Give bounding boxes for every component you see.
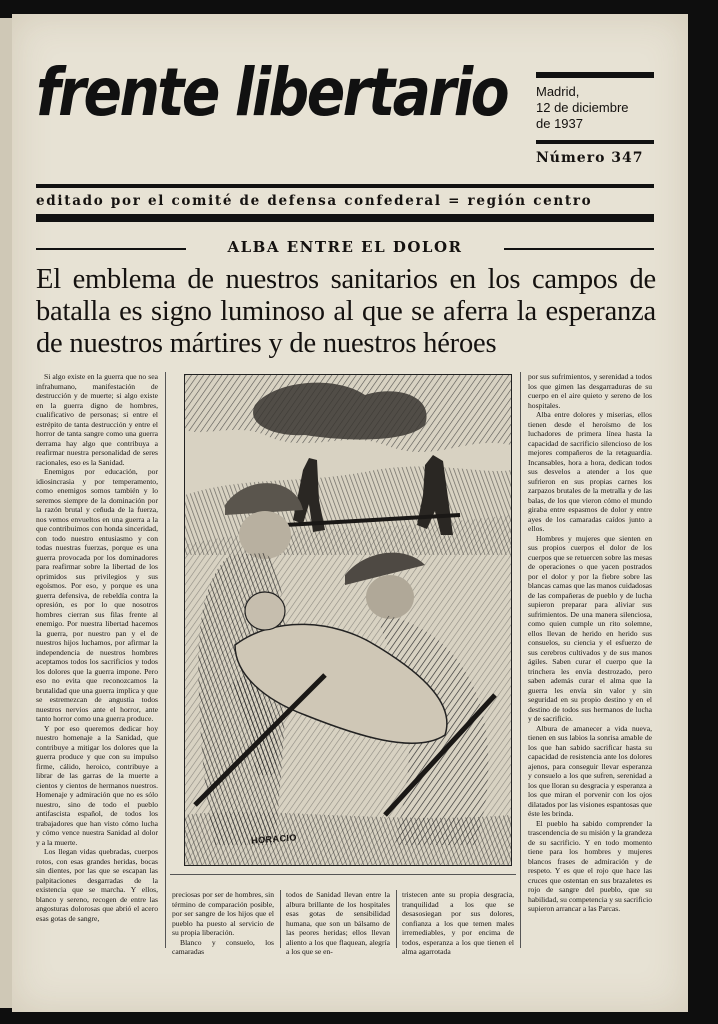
article-column-2 [172, 890, 274, 956]
date-day: 12 de diciembre [536, 100, 629, 115]
paragraph: todos de Sanidad llevan entre la albura brillante de los hospitales esas gotas de sensibilidad humana, que son un bálsamo de las peores heridas; ellos llevan aliento a los que flaquean, alegría a los que se en- [286, 890, 390, 956]
column-rule [280, 890, 281, 948]
kicker-text: ALBA ENTRE EL DOLOR [219, 238, 470, 256]
column-rule [396, 890, 397, 948]
paragraph: Enemigos por educación, por idiosincrasia y por temperamento, como enemigos somos también y lo seremos siempre de la dominación por la razón brutal y ceñuda de la fuerza, nos vemos envueltos en una guerra a la que contribuimos con honda sinceridad, con todo nuestro entusiasmo y con todas nuestras fuerzas, porque es una guerra provocada por los dominadores para reafirmar sobre la libertad de los oprimidos sus privilegios y sus egoísmos. Por eso, y porque es una guerra defensiva, de rebeldía contra la opresión, es por lo que nosotros hombres cierran sus filas frente al enemigo. Por nuestra libertad hacemos la guerra, por nuestro pan y el de nuestros hijos luchamos, por afirmar la independencia de nuestros hombres aceptamos todos los sacrificios y todos los dolores que la guerra impone. Pero eso no evita que reconozcamos la brutalidad que una guerra implica y que se estremezcan de angustia todos nuestros nervios ante el horror, ante tanto horror como una guerra produce. [36, 467, 158, 723]
article-column-4 [402, 890, 514, 956]
masthead-rule-bottom [36, 214, 654, 222]
paragraph: por sus sufrimientos, y serenidad a todos los que gimen las desgarraduras de su cuerpo en el aire quieto y sereno de los hospitales. [528, 372, 652, 410]
date-year: de 1937 [536, 116, 583, 131]
paragraph: Y por eso queremos dedicar hoy nuestro homenaje a la Sanidad, que contribuye a mitigar los dolores que la guerra produce y que con su impulso firme, cálido, heroico, contribuye a librar de las garras de la muerte a cientos y cientos de hermanos nuestros. Homenaje y admiración que no es sólo nuestro, sino de todo el pueblo antifascista español, de todos los trabajadores que han visto cómo lucha y cómo vence nuestra Sanidad al dolor y a la muerte. [36, 723, 158, 847]
paragraph: Los llegan vidas quebradas, cuerpos rotos, con esas grandes heridas, bocas sin dientes, por las que se escapan las palpitaciones desgarradas de la existencia que se marcha. Y ellos, blanco y sereno, recogen de entre las angosturas dolorosas que abrió el acero esas gotas de sangre, [36, 847, 158, 923]
paragraph: Blanco y consuelo, los camaradas [172, 937, 274, 956]
article-kicker [36, 238, 654, 256]
paragraph: tristecen ante su propia desgracia, tranquilidad a los que se desasosiegan por sus dolores, confianza a los que temen males irremediables, y por encima de todos, esperanza a los que tienen el alma agarrotada [402, 890, 514, 956]
paragraph: Alba entre dolores y miserias, ellos tienen desde el heroísmo de los luchadores de primera línea hasta la capacidad de sacrificio silencioso de los mejores compañeros de la retaguardia. Incansables, hora a hora, dedican todos sus desvelos a atender a los que sufrieron en sus propias carnes los zarpazos brutales de la metralla y de las balas, de los que vieron cómo el mundo giraba entre espasmos de dolor y entre ayes de los camaradas caídos junto a ellos. [528, 410, 652, 533]
paragraph: El pueblo ha sabido comprender la trascendencia de su misión y la grandeza de su sacrificio. Y en todo momento tiene para los hombres y mujeres blancos frases de admiración y de respeto. Y es que el rojo que hace las cruces que ostentan en sus brazaletes es rojo de sangre del pueblo, que su habilidad, su competencia y su sacrificio supieron arrancar a las Parcas. [528, 818, 652, 913]
illustration-drawing [185, 375, 511, 865]
column-rule [165, 372, 166, 948]
article-column-3 [286, 890, 390, 956]
edited-by-line: editado por el comité de defensa confederal = región centro [36, 193, 593, 209]
masthead-rule-top [36, 184, 654, 188]
illustration-bottom-rule [170, 874, 516, 875]
paragraph: preciosas por ser de hombres, sin término de comparación posible, por ser sangre de los hijos que el pueblo ha puesto al servicio de su propia liberación. [172, 890, 274, 937]
paragraph: Si algo existe en la guerra que no sea infrahumano, manifestación de destrucción y de muerte; si algo existe en la guerra digno de hombres, cualificativo de personas; si entre el estrépito de tanta destrucción y entre el horror de tanta sangre como una guerra derrama hay algo que contribuya a reafirmar nuestra personalidad de seres racionales, eso es la Sanidad. [36, 372, 158, 467]
paragraph: Albura de amanecer a vida nueva, tienen en sus labios la sonrisa amable de los que han sabido sacrificar hasta su capacidad de resistencia ante los dolores ajenos, para conseguir llevar esperanza y consuelo a los que sufren, serenidad a los que lloran su desgracia y esperanza a los que miran el porvenir con los ojos dilatados por las visiones espantosas que éste les brinda. [528, 723, 652, 818]
column-rule [520, 372, 521, 948]
illustration-signature: HORACIO [250, 832, 298, 846]
article-column-5 [528, 372, 652, 948]
adjacent-page-edge [0, 18, 12, 1008]
article-column-1 [36, 372, 158, 948]
masthead-title: frente libertario [36, 54, 508, 131]
date-city: Madrid, [536, 84, 580, 99]
paragraph: Hombres y mujeres que sienten en sus propios cuerpos el dolor de los cuerpos que se retuercen sobre las mesas de operaciones o que yacen postrados por el dolor y por la fiebre sobre las blancas camas que las manos cuidadosas de las compañeras de pueblo y de lucha supieron preparar para aliviar sus sufrimientos. De una manera silenciosa, como quien cumple un rito solemne, ellos llevan de herido en herido sus consuelos, su ciencia y el esfuerzo de sus cerebros cultivados y de sus manos ágiles. Saben curar el cuerpo que la trinchera les envía destrozado, pero saben además curar el alma que la guerra les envía sin valor y sin seguridad en su propio destino y en el destino de todos sus hermanos de lucha y de sacrificio. [528, 533, 652, 723]
date-rule-top [536, 72, 654, 78]
date-rule-mid [536, 140, 654, 144]
illustration-stretcher-bearers [184, 374, 512, 866]
issue-number: Número 347 [536, 150, 644, 166]
date-block [536, 72, 654, 166]
article-headline: El emblema de nuestros sanitarios en los campos de batalla es signo luminoso al que se aferra la esperanza de nuestros mártires y de nuestros héroes [36, 264, 656, 359]
